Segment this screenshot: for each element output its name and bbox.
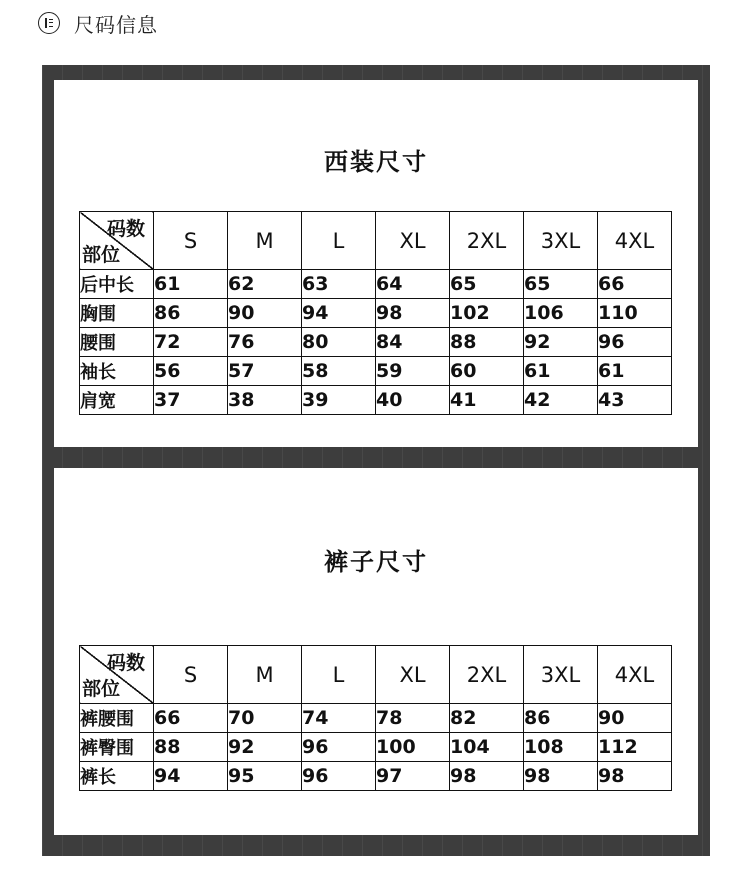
row-label: 胸围 xyxy=(80,299,154,328)
size-value: 95 xyxy=(228,762,302,791)
size-header: XL xyxy=(376,646,450,704)
table-row xyxy=(80,299,672,328)
size-value: 110 xyxy=(598,299,672,328)
size-value: 70 xyxy=(228,704,302,733)
size-value: 88 xyxy=(450,328,524,357)
pants-size-table xyxy=(79,645,672,791)
table-row xyxy=(80,357,672,386)
size-value: 62 xyxy=(228,270,302,299)
row-label: 腰围 xyxy=(80,328,154,357)
size-value: 97 xyxy=(376,762,450,791)
table-row xyxy=(80,270,672,299)
size-value: 108 xyxy=(524,733,598,762)
table-corner-cell xyxy=(80,646,154,704)
size-value: 94 xyxy=(302,299,376,328)
header-title: 尺码信息 xyxy=(74,12,158,37)
corner-part-label: 部位 xyxy=(82,678,121,700)
table-row xyxy=(80,386,672,415)
row-label: 袖长 xyxy=(80,357,154,386)
size-value: 112 xyxy=(598,733,672,762)
row-label: 裤臀围 xyxy=(80,733,154,762)
table-row xyxy=(80,733,672,762)
size-value: 90 xyxy=(598,704,672,733)
header-row xyxy=(80,646,672,704)
size-header: 3XL xyxy=(524,646,598,704)
size-value: 65 xyxy=(524,270,598,299)
jacket-size-table xyxy=(79,211,672,415)
header-row xyxy=(80,212,672,270)
row-label: 裤长 xyxy=(80,762,154,791)
size-value: 98 xyxy=(524,762,598,791)
size-value: 86 xyxy=(524,704,598,733)
row-label: 裤腰围 xyxy=(80,704,154,733)
size-value: 98 xyxy=(376,299,450,328)
size-value: 72 xyxy=(154,328,228,357)
size-value: 61 xyxy=(598,357,672,386)
size-value: 98 xyxy=(450,762,524,791)
table-row xyxy=(80,328,672,357)
size-value: 65 xyxy=(450,270,524,299)
corner-size-label: 码数 xyxy=(106,652,145,674)
size-header: S xyxy=(154,212,228,270)
size-value: 74 xyxy=(302,704,376,733)
size-value: 78 xyxy=(376,704,450,733)
size-header: 2XL xyxy=(450,212,524,270)
size-value: 61 xyxy=(524,357,598,386)
size-header: L xyxy=(302,646,376,704)
size-value: 84 xyxy=(376,328,450,357)
size-header: 4XL xyxy=(598,212,672,270)
size-value: 102 xyxy=(450,299,524,328)
pants-panel xyxy=(54,468,698,835)
size-value: 104 xyxy=(450,733,524,762)
size-value: 92 xyxy=(524,328,598,357)
size-value: 86 xyxy=(154,299,228,328)
corner-size-label: 码数 xyxy=(106,218,145,240)
size-header: XL xyxy=(376,212,450,270)
table-row xyxy=(80,762,672,791)
size-value: 60 xyxy=(450,357,524,386)
page-header xyxy=(38,8,158,38)
size-value: 98 xyxy=(598,762,672,791)
table-corner-cell xyxy=(80,212,154,270)
size-value: 57 xyxy=(228,357,302,386)
size-value: 96 xyxy=(598,328,672,357)
size-value: 39 xyxy=(302,386,376,415)
size-value: 96 xyxy=(302,762,376,791)
size-value: 64 xyxy=(376,270,450,299)
size-header: M xyxy=(228,212,302,270)
size-value: 61 xyxy=(154,270,228,299)
size-header: M xyxy=(228,646,302,704)
size-value: 66 xyxy=(598,270,672,299)
row-label: 肩宽 xyxy=(80,386,154,415)
size-chart-frame xyxy=(42,65,710,856)
size-value: 76 xyxy=(228,328,302,357)
jacket-panel xyxy=(54,80,698,447)
corner-part-label: 部位 xyxy=(82,244,121,266)
size-value: 43 xyxy=(598,386,672,415)
size-value: 58 xyxy=(302,357,376,386)
size-value: 106 xyxy=(524,299,598,328)
pants-title: 裤子尺寸 xyxy=(324,548,428,576)
size-header: L xyxy=(302,212,376,270)
size-value: 90 xyxy=(228,299,302,328)
info-doc-icon xyxy=(38,12,60,34)
size-value: 41 xyxy=(450,386,524,415)
size-value: 100 xyxy=(376,733,450,762)
size-value: 82 xyxy=(450,704,524,733)
size-header: 3XL xyxy=(524,212,598,270)
size-value: 96 xyxy=(302,733,376,762)
jacket-title: 西装尺寸 xyxy=(324,148,428,176)
size-header: 2XL xyxy=(450,646,524,704)
size-value: 92 xyxy=(228,733,302,762)
size-value: 59 xyxy=(376,357,450,386)
size-value: 66 xyxy=(154,704,228,733)
size-header: 4XL xyxy=(598,646,672,704)
size-value: 38 xyxy=(228,386,302,415)
row-label: 后中长 xyxy=(80,270,154,299)
table-row xyxy=(80,704,672,733)
size-value: 80 xyxy=(302,328,376,357)
size-value: 88 xyxy=(154,733,228,762)
size-value: 40 xyxy=(376,386,450,415)
size-value: 63 xyxy=(302,270,376,299)
size-value: 56 xyxy=(154,357,228,386)
size-header: S xyxy=(154,646,228,704)
size-value: 37 xyxy=(154,386,228,415)
size-value: 42 xyxy=(524,386,598,415)
size-value: 94 xyxy=(154,762,228,791)
